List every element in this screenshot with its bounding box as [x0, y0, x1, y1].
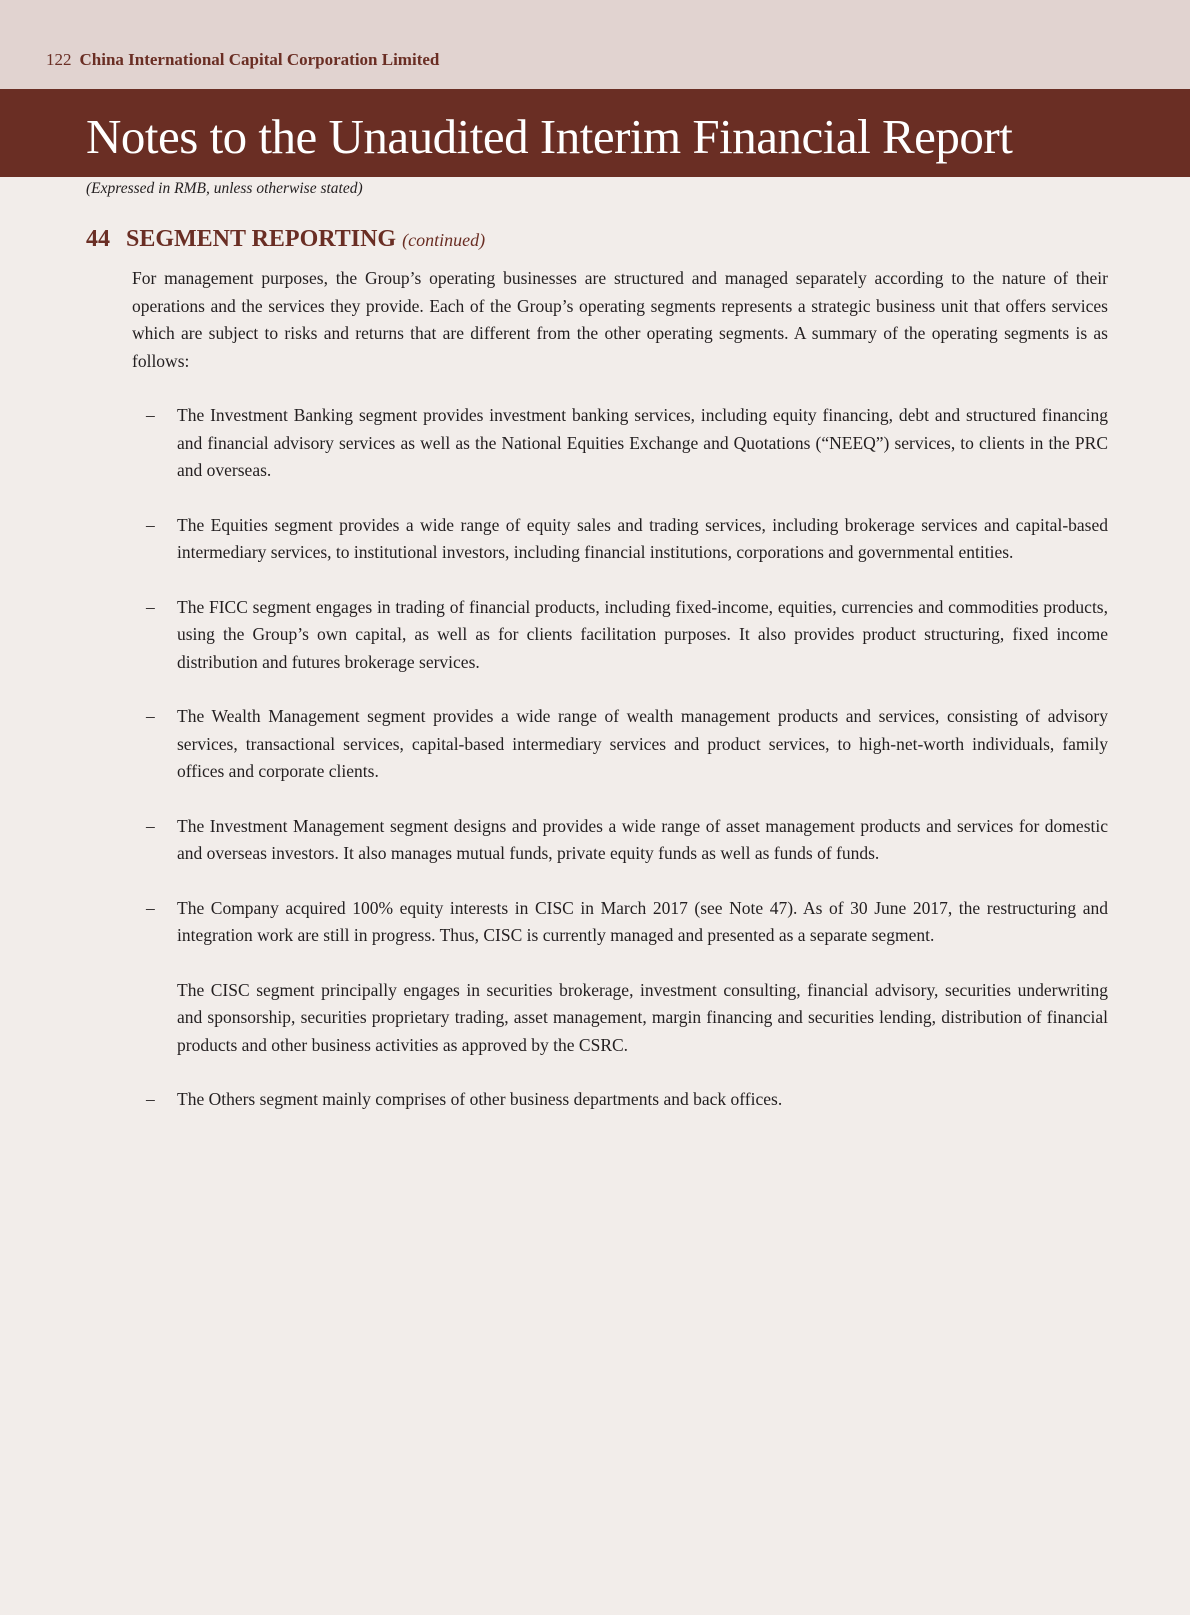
- company-name: China International Capital Corporation Limited: [79, 50, 440, 69]
- list-item: [132, 1086, 1108, 1114]
- running-header-band: [0, 0, 1190, 89]
- continued-label: (continued): [402, 230, 486, 250]
- list-item-text: The Wealth Management segment provides a wide range of wealth management products and services, consisting of advisory services, transactional services, capital-based intermediary services and product services, to high-net-worth individuals, family offices and corporate clients.: [177, 706, 1108, 781]
- section-body: [132, 265, 1108, 1141]
- bullet-dash: –: [146, 596, 155, 617]
- running-header: [46, 50, 439, 70]
- list-item: [132, 895, 1108, 1060]
- list-item: [132, 703, 1108, 786]
- bullet-dash: –: [146, 706, 155, 726]
- section-number: 44: [86, 226, 110, 252]
- section-title: SEGMENT REPORTING: [126, 226, 397, 252]
- page-title: Notes to the Unaudited Interim Financial Report: [86, 109, 1013, 164]
- list-item: [132, 512, 1108, 567]
- currency-note: (Expressed in RMB, unless otherwise stated): [86, 180, 363, 197]
- bullet-dash: –: [146, 897, 155, 918]
- list-item-text: The Equities segment provides a wide range of equity sales and trading services, including brokerage services and capital-based intermediary services, to institutional investors, including financial institutions, corporations and governmental entities.: [177, 514, 1108, 562]
- list-item-text: The Company acquired 100% equity interests in CISC in March 2017 (see Note 47). As of 30 June 2017, the restructuring and integration work are still in progress. Thus, CISC is currently managed and presented as a separate segment.: [177, 897, 1108, 945]
- bullet-dash: –: [146, 405, 155, 425]
- list-item-text: The Investment Management segment designs and provides a wide range of asset management products and services for domestic and overseas investors. It also manages mutual funds, private equity funds as well as funds of funds.: [177, 815, 1108, 863]
- intro-paragraph: For management purposes, the Group’s operating businesses are structured and managed separately according to the nature of their operations and the services they provide. Each of the Group’s operating segments represents a strategic business unit that offers services which are subject to risks and returns that are different from the other operating segments. A summary of the operating segments is as follows:: [132, 268, 1108, 371]
- page-number: 122: [46, 50, 72, 69]
- list-item: [132, 402, 1108, 485]
- bullet-dash: –: [146, 1089, 155, 1109]
- list-item-text: The Others segment mainly comprises of other business departments and back offices.: [177, 1089, 783, 1109]
- list-item: [132, 813, 1108, 868]
- list-item-text: The FICC segment engages in trading of financial products, including fixed-income, equities, currencies and commodities products, using the Group’s own capital, as well as for clients facilitation purposes. It also provides product structuring, fixed income distribution and futures brokerage services.: [177, 596, 1108, 672]
- list-item-text: The Investment Banking segment provides investment banking services, including equity financing, debt and structured financing and financial advisory services as well as the National Equities Exchange and Quotations (“NEEQ”) services, to clients in the PRC and overseas.: [177, 405, 1108, 480]
- segment-list: [132, 402, 1108, 1114]
- bullet-dash: –: [146, 815, 155, 836]
- list-item: [132, 594, 1108, 677]
- bullet-dash: –: [146, 514, 155, 535]
- list-item-subparagraph: The CISC segment principally engages in securities brokerage, investment consulting, financial advisory, securities underwriting and sponsorship, securities proprietary trading, asset management, margin financing and securities lending, distribution of financial products and other business activities as approved by the CSRC.: [177, 979, 1108, 1055]
- section-heading: [86, 226, 485, 253]
